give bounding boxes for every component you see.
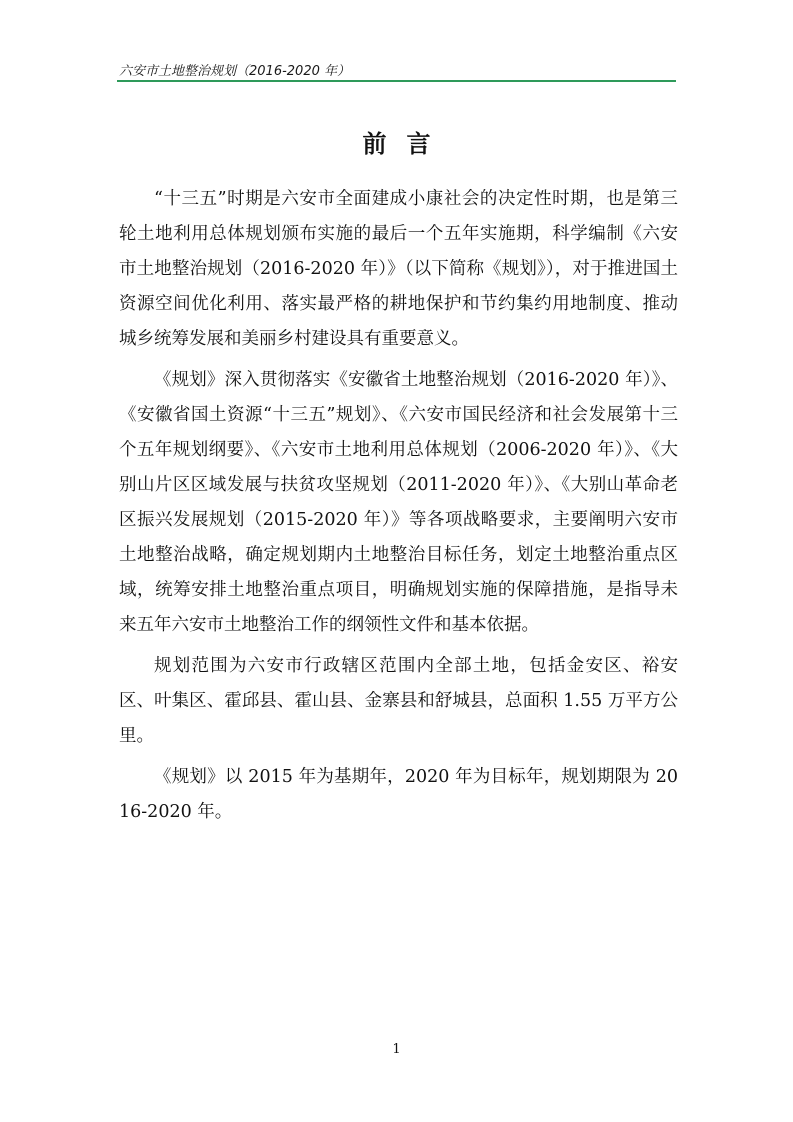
paragraph-3: 规划范围为六安市行政辖区范围内全部土地，包括金安区、裕安区、叶集区、霍邱县、霍山县、金寨县和舒城县，总面积 1.55 万平方公里。 (119, 656, 678, 746)
running-header: 六安市土地整治规划（2016-2020 年） (119, 64, 350, 79)
header-divider (117, 80, 676, 82)
paragraph-2: 《规划》深入贯彻落实《安徽省土地整治规划（2016-2020 年）》、《安徽省国土资源“十三五”规划》、《六安市国民经济和社会发展第十三个五年规划纲要》、《六安市土地利用总体规划（2006-2020 年）》、《大别山片区区域发展与扶贫攻坚规划（2011-2020 年）》、《大别山革命老区振兴发展规划（2015-2020 年）》等各项战略要求，主要阐明六安市土地整治战略，确定规划期内土地整治目标任务，划定土地整治重点区域，统筹安排土地整治重点项目，明确规划实施的保障措施，是指导未来五年六安市土地整治工作的纲领性文件和基本依据。 (119, 370, 678, 635)
body-text (119, 182, 678, 836)
paragraph-4: 《规划》以 2015 年为基期年，2020 年为目标年，规划期限为 2016-2020 年。 (119, 767, 678, 822)
paragraph-1: “十三五”时期是六安市全面建成小康社会的决定性时期，也是第三轮土地利用总体规划颁布实施的最后一个五年实施期，科学编制《六安市土地整治规划（2016-2020 年）》（以下简称《规划》），对于推进国土资源空间优化利用、落实最严格的耕地保护和节约集约用地制度、推动城乡统筹发展和美丽乡村建设具有重要意义。 (119, 189, 678, 349)
page-title: 前言 (362, 130, 451, 158)
page-number: 1 (392, 1042, 401, 1057)
